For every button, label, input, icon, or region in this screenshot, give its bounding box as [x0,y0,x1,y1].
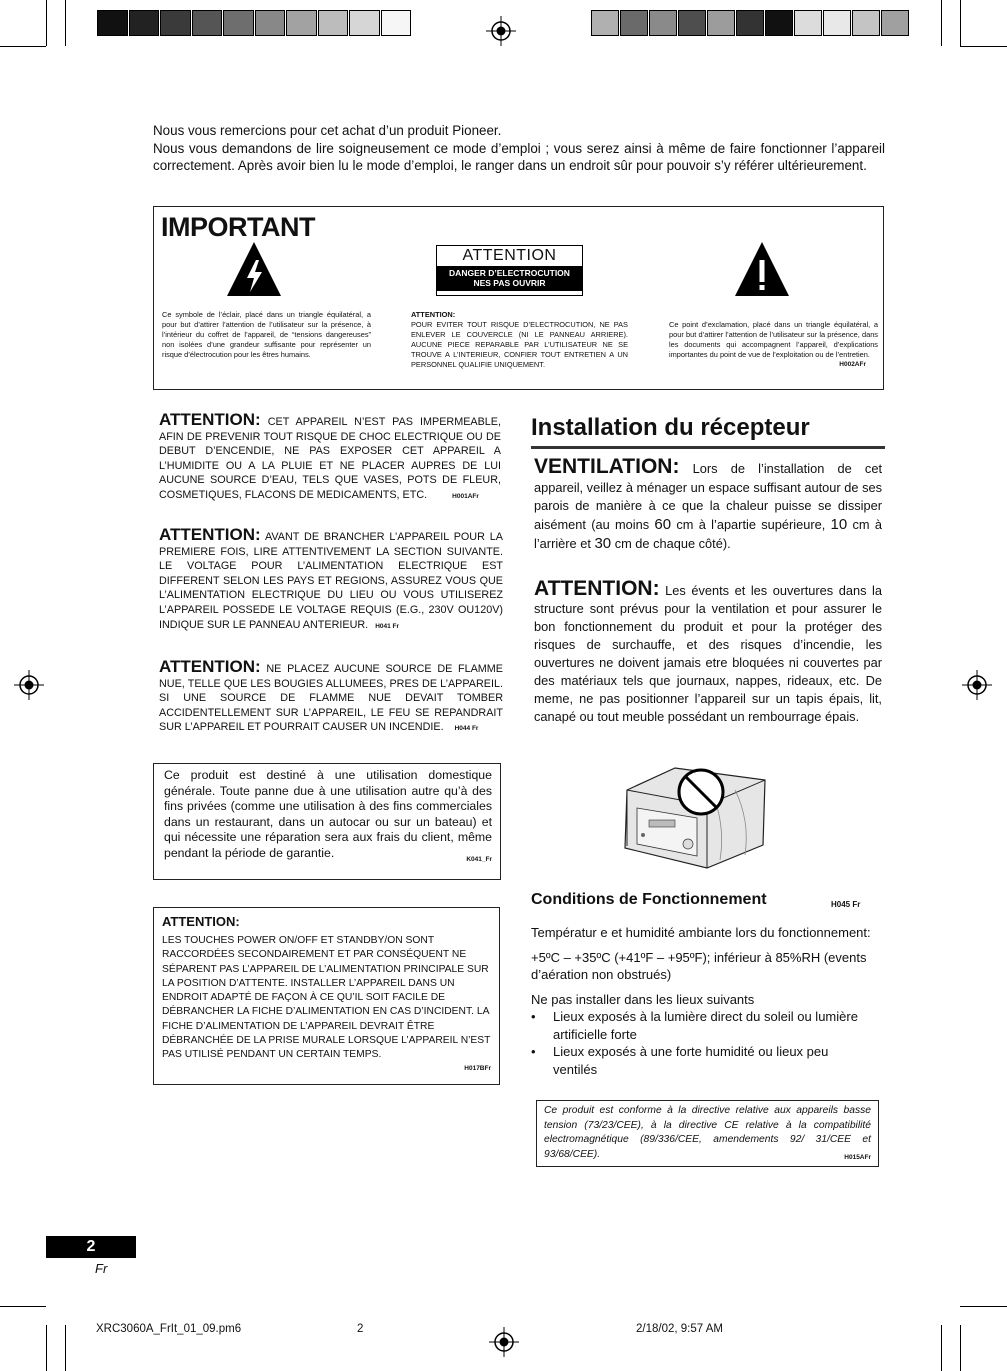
crop-mark [65,0,66,46]
page-language: Fr [95,1261,108,1276]
ventilation-num-top: 60 [654,516,672,534]
intro-line-1: Nous vous remercions pour cet achat d’un produit Pioneer. [153,123,502,138]
registration-mark-icon [962,670,992,700]
attention-body: AVANT DE BRANCHER L’APPAREIL POUR LA PREMIERE FOIS, LIRE ATTENTIVEMENT LA SECTION SUIVANTE. LE VOLTAGE POUR L’ALIMENTATION ELECTRIQUE EST DIFFERENT SELON LES PAYS ET REGIONS, ASSUREZ VOUS QUE L’ALIMENTATION ELECTRIQUE DU LIEU OU VOUS UTILISEREZ L’APPAREIL POSSEDE LE VOLTAGE REQUIS (E.G., 230V OU120V) INDIQUE SUR LE PANNEAU ANTERIEUR. [159,531,503,631]
attention-heading: ATTENTION: [159,525,261,544]
conditions-temp-label: Températur e et humidité ambiante lors du fonctionnement: [531,925,871,940]
center-attention-head: ATTENTION: [411,310,456,319]
crop-mark [0,1306,46,1307]
color-swatch [852,10,880,36]
important-title: IMPORTANT [161,212,315,242]
color-swatch [591,10,619,36]
crop-mark [960,46,1007,47]
color-swatch [129,10,160,36]
conditions-body [531,924,876,1078]
danger-line-2: NES PAS OUVRIR [473,278,546,288]
attention-flame [159,657,504,737]
crop-mark [960,1306,1007,1307]
power-attention-body: LES TOUCHES POWER ON/OFF ET STANDBY/ON SONT RACCORDÉES SECONDAIREMENT ET PAR CONSÉQUENT NE SÉPARENT PAS L’APPAREIL DE L’ALIMENTATION PRINCIPALE SUR LA POSITION D’ATTENTE. INSTALLER L’APPAREIL DANS UN ENDROIT ADAPTÉ DE FAÇON À CE QU’IL SOIT FACILE DE DÉBRANCHER LA FICHE D’ALIMENTATION EN CAS D’INCIDENT. LA FICHE D’ALIMENTATION DE L’APPAREIL DEVRAIT ÊTRE DÉBRANCHÉE DE LA PRISE MURALE LORSQUE L’APPAREIL N’EST PAS UTILISÉ PENDANT UN CERTAIN TEMPS. [162,935,491,1061]
color-bar-left [97,0,417,46]
list-item: • Lieux exposés à la lumière direct du soleil ou lumière artificielle forte [531,1008,876,1043]
attention-heading: ATTENTION: [159,657,261,676]
attention-voltage [159,525,503,634]
registration-mark-icon [14,670,44,700]
doc-code: H015AFr [844,1153,871,1161]
exclamation-warning-icon [733,240,791,298]
ventilation-text-b: cm à l’apartie supérieure, [671,517,831,533]
crop-mark [960,1325,961,1371]
crop-mark [960,0,961,46]
power-attention-head: ATTENTION: [162,914,240,929]
vents-attention-heading: ATTENTION: [534,577,660,600]
doc-code: H041 Fr [375,622,400,630]
color-swatch [97,10,128,36]
list-item: • Lieux exposés à une forte humidité ou lieux peu ventilés [531,1043,876,1078]
registration-mark-icon [489,1327,519,1357]
color-swatch [223,10,254,36]
color-swatch [349,10,380,36]
crop-mark [941,0,942,46]
center-attention-text [411,310,628,370]
crop-mark [46,0,47,46]
color-swatch [192,10,223,36]
conditions-avoid-label: Ne pas installer dans les lieux suivants [531,991,755,1007]
crop-mark [65,1325,66,1371]
color-swatch [881,10,909,36]
conditions-temp-range: +5ºC – +35ºC (+41ºF – +95ºF); inférieur à 85%RH (events d’aération non obstrués) [531,949,867,982]
section-title: Installation du récepteur [531,414,810,441]
registration-mark-icon [486,16,516,46]
attention-body: NE PLACEZ AUCUNE SOURCE DE FLAMME NUE, TELLE QUE LES BOUGIES ALLUMEES, PRES DE L’APPAREIL. SI UNE SOURCE DE FLAMME NUE DEVAIT TOMBER ACCIDENTELLEMENT SUR L’APPAREIL, LE FEU SE REPANDRAIT SUR L’APPAREIL ET POURRAIT CAUSER UN INCENDIE. [159,663,504,734]
domestic-use-box [153,763,501,880]
color-swatch [255,10,286,36]
covered-receiver-illustration [615,760,775,875]
doc-code: H002AFr [839,361,866,368]
color-swatch [620,10,648,36]
exclamation-symbol-body: Ce point d’exclamation, placé dans un triangle équilatéral, a pour but d’attirer l’attention de l’utilisateur sur la présence, dans les documents qui accompagnent l’appareil, d’explications importantes du point de vue de l’exploitation ou de l’entretien. [669,320,878,359]
attention-body: CET APPAREIL N’EST PAS IMPERMEABLE, AFIN DE PREVENIR TOUT RISQUE DE CHOC ELECTRIQUE OU DE DEBUT D’ENCENDIE, NE PAS EXPOSER CET APPAREIL A L’HUMIDITE OU A LA PLUIE ET NE PLACER AUPRES DE LUI AUCUNE SOURCE D’EAU, TELS QUE VASES, POTS DE FLEUR, COSMETIQUES, FLACONS DE MEDICAMENTS, ETC. [159,416,501,501]
doc-code: H045 Fr [831,900,861,909]
ventilation-num-side: 30 [594,534,612,552]
crop-mark [46,1325,47,1371]
color-swatch [160,10,191,36]
color-swatch [794,10,822,36]
vents-attention-body: Les évents et les ouvertures dans la structure sont prévus pour la ventilation et pour assurer le bon fonctionnement du produit et pour la protéger des risques de surchauffe, et des risques d’incendie, les ouvertures ne doivent jamais etre bloquées ni couvertes par des matériaux tels que journaux, nappes, rideaux, etc. De meme, ne pas positionner l’appareil sur un tapis épais, lit, canapé ou tout meuble possédant un rembourrage épais. [534,583,882,724]
attention-heading: ATTENTION: [159,410,261,429]
intro-line-2: Nous vous demandons de lire soigneusement ce mode d’emploi ; vous serez ainsi à même de faire fonctionner l’appareil correctement. Après avoir bien lu le mode d’emploi, le ranger dans un endroit sûr pour pouvoir s’y référer ultérieurement. [153,140,885,174]
ventilation-text-d: cm de chaque côté). [611,535,731,551]
doc-code: H017BFr [464,1064,491,1072]
section-title-rule [531,446,885,449]
footer-date: 2/18/02, 9:57 AM [636,1323,723,1335]
color-bar-right [591,0,911,46]
conformity-box [536,1100,879,1167]
attention-label [436,245,583,296]
lightning-symbol-text: Ce symbole de l’éclair, placé dans un triangle équilatéral, a pour but d’attirer l’attention de l’utilisateur sur la présence, à l’intérieur du coffret de l’appareil, de “tensions dangereuses” non isolées d’une grandeur suffisante pour représenter un risque d’électrocution pour les êtres humains. [162,310,371,359]
ventilation-heading: VENTILATION: [534,455,680,478]
crop-mark [0,46,46,47]
attention-label-danger [437,266,582,291]
conformity-text [544,1104,871,1162]
color-swatch [286,10,317,36]
domestic-use-body: Ce produit est destiné à une utilisation domestique générale. Toute panne due à une utilisation autre qu’à des fins privées (comme une utilisation à des fins commerciales dans un restaurant, dans un autocar ou sur un bateau) et qui nécessite une réparation sera aux frais du client, même pendant la période de garantie. [164,768,492,860]
doc-code: H044 Fr [454,725,479,733]
color-swatch [678,10,706,36]
vents-attention-paragraph [534,577,882,726]
lightning-warning-icon [225,240,283,298]
color-swatch [707,10,735,36]
conditions-list [531,1008,876,1078]
ventilation-text-c: cm à l’arrière et [534,517,882,551]
attention-waterproof [159,410,501,505]
intro-paragraph [153,122,885,175]
crop-mark [941,1325,942,1371]
footer-filename: XRC3060A_FrIt_01_09.pm6 [96,1323,242,1335]
color-swatch [381,10,412,36]
doc-code: H001AFr [452,492,479,500]
color-swatch [649,10,677,36]
conditions-title: Conditions de Fonctionnement [531,891,767,908]
attention-label-title: ATTENTION [462,247,557,264]
color-swatch [736,10,764,36]
ventilation-num-back: 10 [830,516,848,534]
domestic-use-text [164,768,492,862]
doc-code: K041_Fr [466,855,492,863]
power-attention-box [153,907,500,1085]
color-swatch [823,10,851,36]
ventilation-text-a: Lors de l’installation de cet appareil, veillez à ménager un espace suffisant autour de ses parois de manière à ce que la chaleur puisse se dissiper aisément (au moins [534,461,882,533]
conformity-body: Ce produit est conforme à la directive relative aux appareils basse tension (73/23/CEE), à la directive CE relative à la compatibilité electromagnétique (89/336/CEE, amendements 92/ 31/CEE et 93/68/CEE). [544,1105,871,1160]
footer-page: 2 [357,1323,364,1335]
center-attention-body: POUR EVITER TOUT RISQUE D’ELECTROCUTION, NE PAS ENLEVER LE COUVERCLE (NI LE PANNEAU ARRIERE). AUCUNE PIECE REPARABLE PAR L’UTILISATEUR NE SE TROUVE A L’INTERIEUR, CONFIER TOUT ENTRETIEN A UN PERSONNEL QUALIFIE UNIQUEMENT. [411,320,628,369]
page-number: 2 [46,1236,136,1258]
danger-line-1: DANGER D’ELECTROCUTION [449,268,570,278]
color-swatch [765,10,793,36]
ventilation-paragraph [534,455,882,554]
exclamation-symbol-text [669,320,878,370]
color-swatch [318,10,349,36]
